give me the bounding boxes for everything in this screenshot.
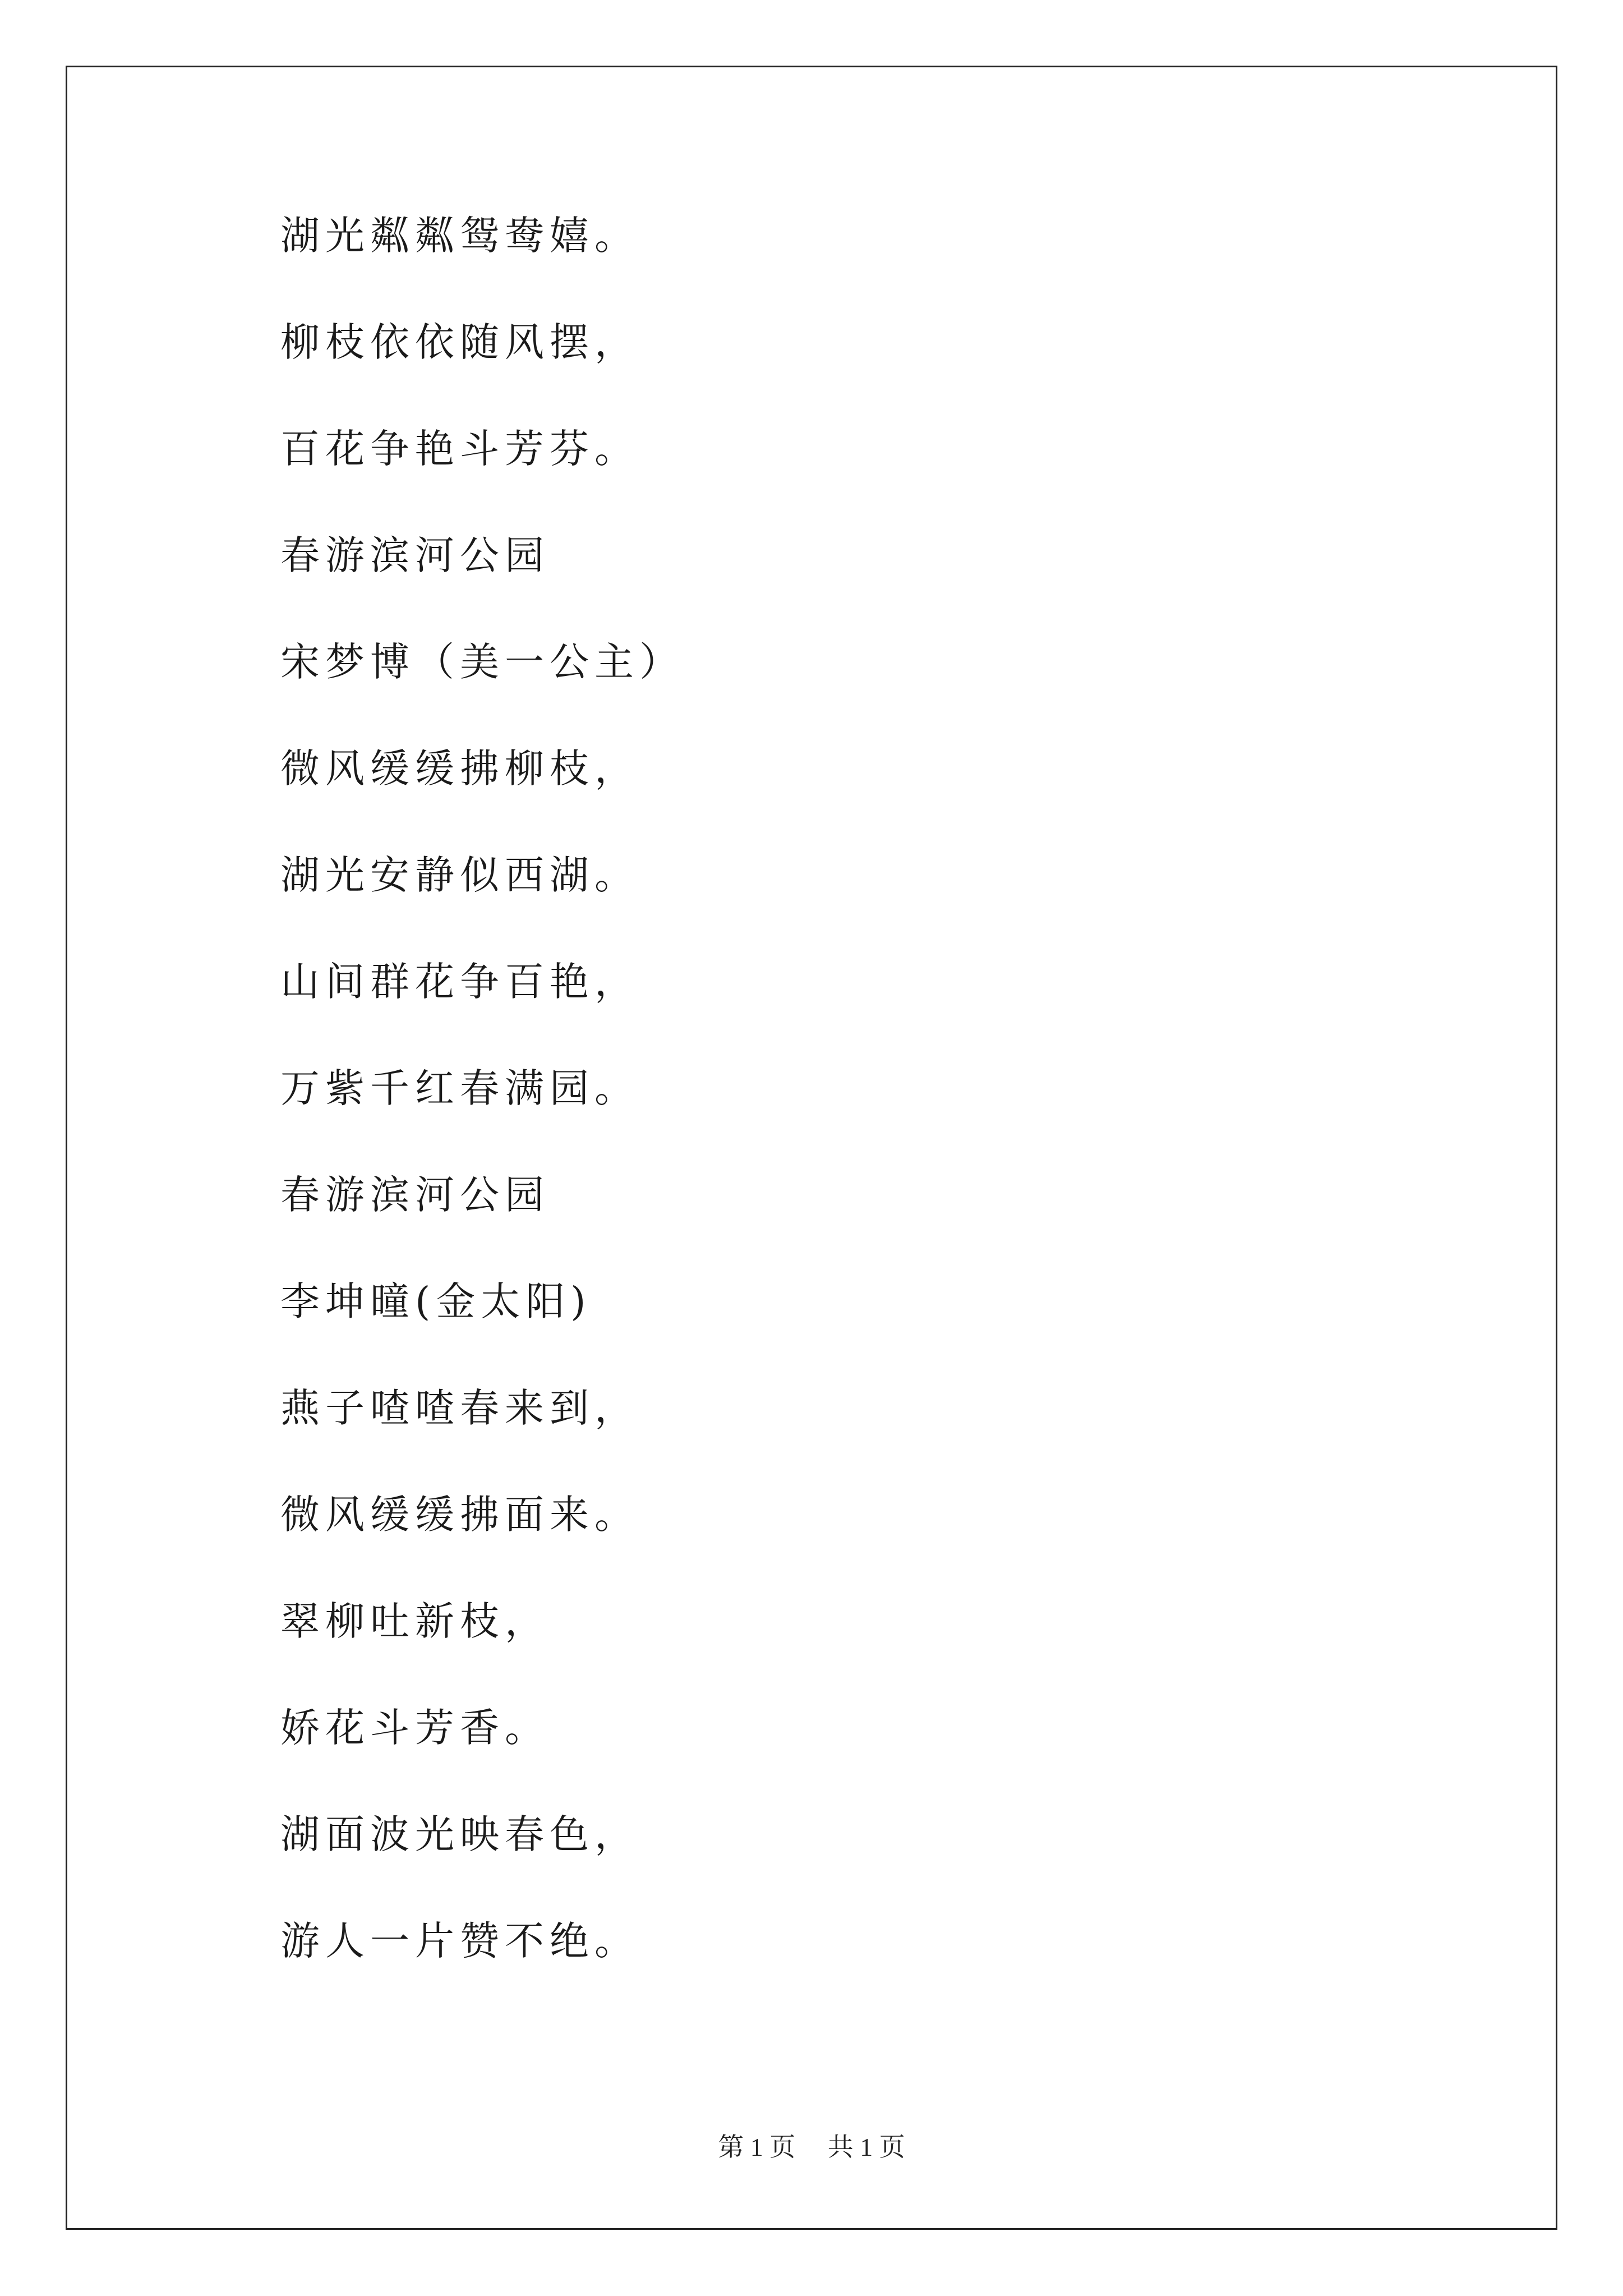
page-footer: [0, 2131, 1623, 2164]
poem-body: [280, 213, 684, 2025]
text-line: 山间群花争百艳，: [280, 959, 639, 1005]
poem-title: 春游滨河公园: [280, 1172, 550, 1218]
text-line: 微风缓缓拂面来。: [280, 1492, 639, 1538]
text-line: 万紫千红春满园。: [280, 1065, 639, 1111]
page-number: 第 1 页: [718, 2133, 796, 2161]
text-line: 湖面波光映春色，: [280, 1811, 639, 1857]
poem-author: 宋梦博（美一公主）: [280, 639, 684, 685]
text-line: 柳枝依依随风摆，: [280, 319, 639, 365]
text-line: 娇花斗芳香。: [280, 1705, 550, 1751]
text-line: 燕子喳喳春来到，: [280, 1385, 639, 1431]
text-line: 百花争艳斗芳芬。: [280, 426, 639, 472]
text-line: 湖光粼粼鸳鸯嬉。: [280, 213, 639, 259]
poem-title: 春游滨河公园: [280, 532, 550, 578]
text-line: 湖光安静似西湖。: [280, 852, 639, 898]
text-line: 翠柳吐新枝，: [280, 1598, 550, 1644]
text-line: 游人一片赞不绝。: [280, 1918, 639, 1964]
text-line: 微风缓缓拂柳枝，: [280, 746, 639, 792]
poem-author: 李坤曈(金太阳): [280, 1278, 592, 1324]
total-pages: 共 1 页: [827, 2133, 905, 2161]
